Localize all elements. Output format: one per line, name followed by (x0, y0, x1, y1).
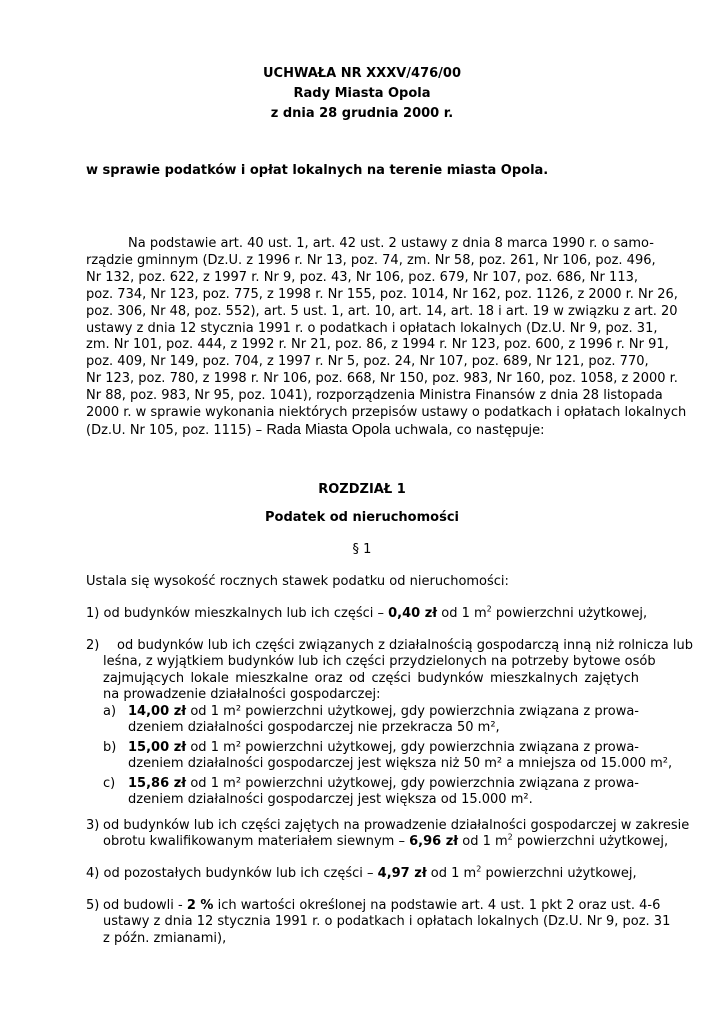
council-reference: Rada Miasta Opola (266, 421, 391, 438)
tax-rate: 2 % (186, 898, 214, 913)
tax-rate: 15,00 zł (128, 739, 187, 755)
list-item (86, 898, 671, 947)
chapter-title: ROZDZIAŁ 1 (318, 482, 406, 497)
sub-item-line: dzeniem działalności gospodarczej jest większa od 15.000 m². (128, 792, 533, 808)
preamble-line: Nr 123, poz. 780, z 1998 r. Nr 106, poz. 668, Nr 150, poz. 983, Nr 160, poz. 1058, z 2000 r. (86, 371, 678, 387)
tax-rate: 6,96 zł (409, 834, 459, 850)
section-mark: § 1 (352, 542, 372, 557)
item-line: ustawy z dnia 12 stycznia 1991 r. o podatkach i opłatach lokalnych (Dz.U. Nr 9, poz. 31 (103, 914, 671, 930)
tax-rate: 4,97 zł (377, 866, 427, 881)
list-item: 4) od pozostałych budynków lub ich części – 4,97 zł od 1 $m^2$ powierzchni użytkowej, (86, 864, 637, 881)
item-text: od pozostałych budynków lub ich części – (103, 866, 374, 881)
item-line: zajmujących lokale mieszkalne oraz od części budynków mieszkalnych zajętych (103, 670, 639, 686)
intro-text: Ustala się wysokość rocznych stawek podatku od nieruchomości: (86, 574, 509, 589)
sub-list (86, 704, 673, 808)
resolution-date: z dnia 28 grudnia 2000 r. (270, 106, 454, 121)
list-item (86, 818, 690, 851)
item-number: 4) (86, 866, 100, 881)
item-line: obrotu kwalifikowanym materiałem siewnym – 6,96 zł od 1 $m^2$ powierzchni użytkowej, (103, 833, 669, 850)
preamble-citation: (Dz.U. Nr 105, poz. 1115) – (86, 422, 263, 438)
resolution-title: UCHWAŁA NR XXXV/476/00 (263, 66, 461, 81)
item-line: od budynków lub ich części zajętych na prowadzenie działalności gospodarczej w zakresie (103, 818, 690, 833)
preamble-line: Nr 132, poz. 622, z 1997 r. Nr 9, poz. 43, Nr 106, poz. 679, Nr 107, poz. 686, Nr 113, (86, 269, 638, 285)
preamble-line: zm. Nr 101, poz. 444, z 1992 r. Nr 21, poz. 86, z 1994 r. Nr 123, poz. 600, z 1996 r. Nr 91, (86, 337, 669, 353)
tax-rate: 15,86 zł (128, 775, 187, 791)
list-item: 1) od budynków mieszkalnych lub ich części – 0,40 zł od 1 $m^2$ powierzchni użytkowej, (86, 604, 648, 621)
list-item (86, 638, 693, 704)
tax-rate: 0,40 zł (388, 606, 438, 621)
tax-rate: 14,00 zł (128, 704, 187, 719)
item-line: od budynków lub ich części związanych z działalnością gospodarczą inną niż rolnicza lub (117, 638, 693, 653)
sub-item-line: 14,00 zł od 1 m² powierzchni użytkowej, gdy powierzchnia związana z prowa- (128, 704, 639, 719)
sub-item-letter: c) (103, 775, 116, 791)
preamble-line: rządzie gminnym (Dz.U. z 1996 r. Nr 13, poz. 74, zm. Nr 58, poz. 261, Nr 106, poz. 496, (86, 252, 656, 268)
item-text: od budynków mieszkalnych lub ich części – (103, 606, 384, 621)
preamble-line: 2000 r. w sprawie wykonania niektórych przepisów ustawy o podatkach i opłatach lokalnych (86, 405, 687, 421)
item-number: 2) (86, 638, 100, 653)
preamble-line: poz. 409, Nr 149, poz. 704, z 1997 r. Nr 5, poz. 24, Nr 107, poz. 689, Nr 121, poz. 770, (86, 354, 649, 370)
preamble-line: Na podstawie art. 40 ust. 1, art. 42 ust. 2 ustawy z dnia 8 marca 1990 r. o samo- (128, 236, 654, 251)
sub-item (86, 739, 673, 773)
preamble (86, 236, 687, 440)
sub-item-line: dzeniem działalności gospodarczej jest większa niż 50 m² a mniejsza od 15.000 m², (128, 756, 673, 772)
sub-item-line: dzeniem działalności gospodarczej nie przekracza 50 m², (128, 720, 500, 736)
item-line: na prowadzenie działalności gospodarczej: (103, 687, 381, 703)
preamble-line: ustawy z dnia 12 stycznia 1991 r. o podatkach i opłatach lokalnych (Dz.U. Nr 9, poz. 31, (86, 320, 658, 336)
item-number: 3) (86, 818, 100, 833)
sub-item-letter: a) (103, 704, 117, 719)
sub-item (86, 704, 639, 737)
council-name: Rady Miasta Opola (293, 86, 431, 101)
item-number: 1) (86, 606, 100, 621)
resolution-subject: w sprawie podatków i opłat lokalnych na terenie miasta Opola. (86, 163, 549, 178)
item-line: od budowli - 2 % ich wartości określonej na podstawie art. 4 ust. 1 pkt 2 oraz ust. 4-6 (103, 898, 661, 913)
sub-item (86, 776, 639, 809)
sub-item-letter: b) (103, 739, 117, 755)
preamble-line: poz. 306, Nr 48, poz. 552), art. 5 ust. 1, art. 10, art. 14, art. 18 i art. 19 w związku z art. 20 (86, 303, 678, 319)
preamble-line (86, 422, 638, 440)
chapter-subtitle: Podatek od nieruchomości (265, 510, 459, 525)
sub-item-line: 15,86 zł od 1 m² powierzchni użytkowej, gdy powierzchnia związana z prowa- (128, 775, 639, 791)
preamble-line: Nr 88, poz. 983, Nr 95, poz. 1041), rozporządzenia Ministra Finansów z dnia 28 listopada (86, 388, 663, 404)
item-number: 5) (86, 898, 100, 913)
item-line: leśna, z wyjątkiem budynków lub ich części przydzielonych na potrzeby bytowe osób (103, 654, 656, 670)
item-line: z późn. zmianami), (103, 930, 227, 946)
preamble-line: poz. 734, Nr 123, poz. 775, z 1998 r. Nr 155, poz. 1014, Nr 162, poz. 1126, z 2000 r. Nr 26, (86, 286, 678, 302)
preamble-closing: uchwala, co następuje: (394, 422, 545, 438)
sub-item-line: 15,00 zł od 1 m² powierzchni użytkowej, gdy powierzchnia związana z prowa- (128, 739, 639, 755)
